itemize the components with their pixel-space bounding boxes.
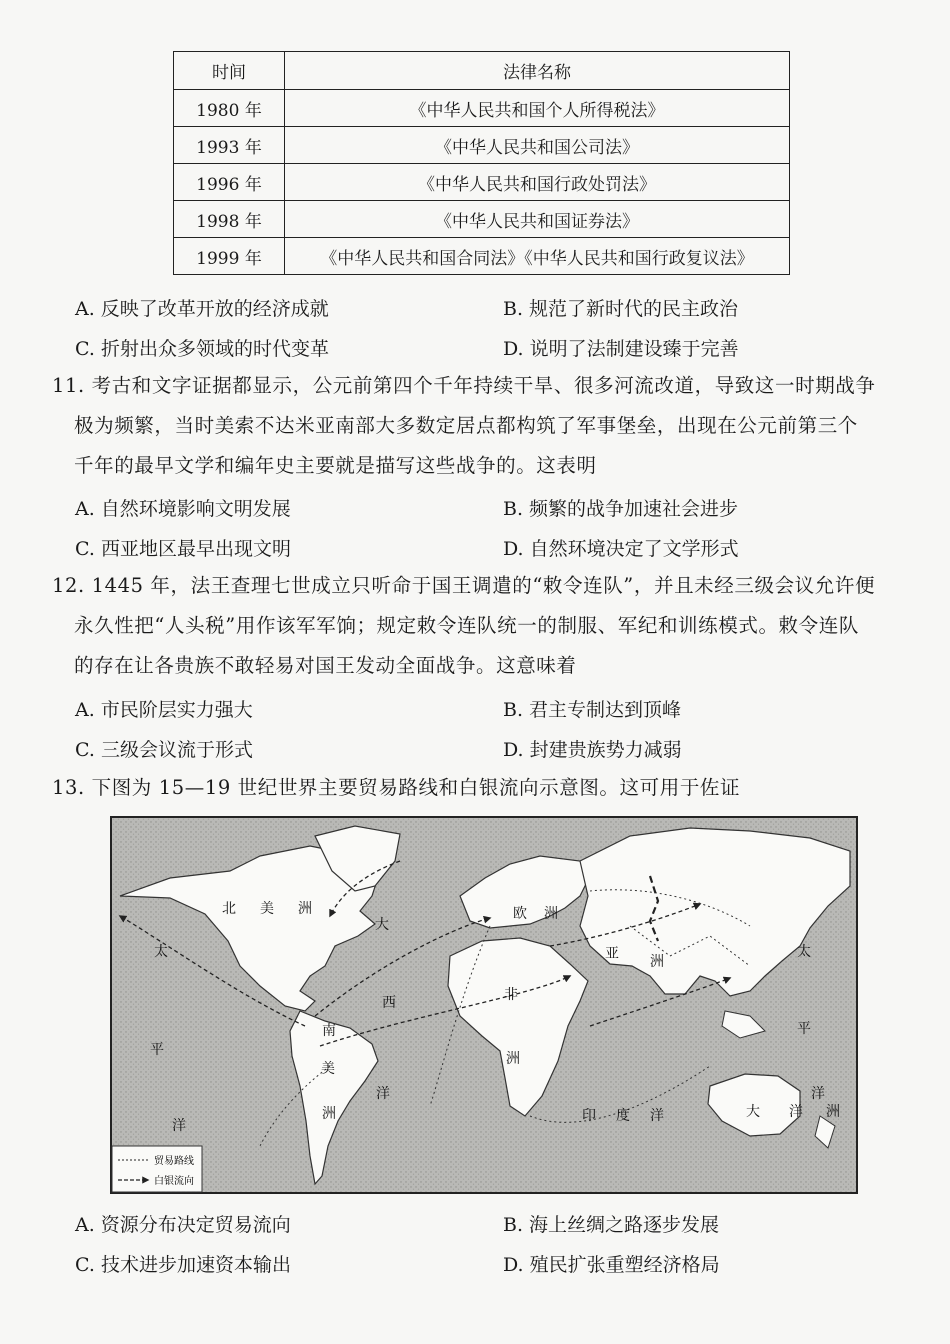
q12-option-a[interactable]: A. 市民阶层实力强大 <box>75 699 253 721</box>
map-legend <box>112 1146 202 1192</box>
map-svg <box>110 816 858 1194</box>
label-south-america-1: 南 <box>322 1023 336 1039</box>
label-pacific-left-2: 平 <box>150 1042 164 1058</box>
column-header-law: 法律名称 <box>285 52 790 90</box>
label-indian-ocean-1: 印 <box>582 1108 596 1124</box>
table-cell-law: 《中华人民共和国公司法》 <box>285 127 790 164</box>
q13-option-c[interactable]: C. 技术进步加速资本输出 <box>75 1254 291 1276</box>
label-atlantic-3: 洋 <box>376 1086 390 1102</box>
label-asia-2: 洲 <box>650 954 664 970</box>
label-indian-ocean-3: 洋 <box>650 1108 664 1124</box>
label-pacific-left-1: 太 <box>154 944 168 960</box>
table-header-row <box>174 52 790 90</box>
question-12-line-2: 永久性把“人头税”用作该军军饷；规定敕令连队统一的制服、军纪和训练模式。敕令连队 <box>74 614 859 637</box>
question-12 <box>52 566 902 686</box>
label-north-america-3: 洲 <box>298 901 312 917</box>
question-11-line-2: 极为频繁，当时美索不达米亚南部大多数定居点都构筑了军事堡垒，出现在公元前第三个 <box>74 414 858 437</box>
q11-option-d[interactable]: D. 自然环境决定了文学形式 <box>503 538 739 560</box>
legend-trade-label: 贸易路线 <box>154 1156 194 1167</box>
table-row <box>174 238 790 275</box>
q13-option-d[interactable]: D. 殖民扩张重塑经济格局 <box>503 1254 720 1276</box>
table-row <box>174 201 790 238</box>
table-cell-year: 1980 年 <box>174 90 285 127</box>
q13-option-b[interactable]: B. 海上丝绸之路逐步发展 <box>503 1214 720 1236</box>
q10-option-b[interactable]: B. 规范了新时代的民主政治 <box>503 298 739 320</box>
label-pacific-right-1: 太 <box>797 944 811 960</box>
table-cell-year: 1993 年 <box>174 127 285 164</box>
table-cell-law: 《中华人民共和国合同法》《中华人民共和国行政复议法》 <box>285 238 790 275</box>
label-oceania-3: 洲 <box>826 1104 840 1120</box>
label-europe-1: 欧 <box>513 906 527 922</box>
question-11 <box>52 366 902 486</box>
table-cell-law: 《中华人民共和国行政处罚法》 <box>285 164 790 201</box>
q12-option-d[interactable]: D. 封建贵族势力减弱 <box>503 739 682 761</box>
label-south-america-3: 洲 <box>322 1106 336 1122</box>
label-africa-2: 洲 <box>506 1051 520 1067</box>
question-12-line-1: 12. 1445 年，法王查理七世成立只听命于国王调遣的“敕令连队”，并且未经三级会议允许便 <box>52 574 876 597</box>
q11-option-b[interactable]: B. 频繁的战争加速社会进步 <box>503 498 739 520</box>
q12-option-b[interactable]: B. 君主专制达到顶峰 <box>503 699 682 721</box>
q10-option-a[interactable]: A. 反映了改革开放的经济成就 <box>75 298 329 320</box>
question-11-line-3: 千年的最早文学和编年史主要就是描写这些战争的。这表明 <box>74 454 597 477</box>
q11-option-a[interactable]: A. 自然环境影响文明发展 <box>75 498 291 520</box>
label-pacific-right-3: 洋 <box>811 1086 825 1102</box>
q10-option-c[interactable]: C. 折射出众多领域的时代变革 <box>75 338 329 360</box>
question-13 <box>52 768 902 808</box>
label-africa-1: 非 <box>504 987 518 1003</box>
table-cell-year: 1999 年 <box>174 238 285 275</box>
table-cell-law: 《中华人民共和国个人所得税法》 <box>285 90 790 127</box>
table-cell-year: 1996 年 <box>174 164 285 201</box>
table-row <box>174 127 790 164</box>
q11-option-c[interactable]: C. 西亚地区最早出现文明 <box>75 538 291 560</box>
q13-option-a[interactable]: A. 资源分布决定贸易流向 <box>75 1214 291 1236</box>
label-europe-2: 洲 <box>544 906 558 922</box>
label-atlantic-1: 大 <box>375 917 389 933</box>
label-atlantic-2: 西 <box>382 995 396 1011</box>
question-13-line-1: 13. 下图为 15—19 世纪世界主要贸易路线和白银流向示意图。这可用于佐证 <box>52 776 741 799</box>
world-trade-map <box>110 816 858 1194</box>
label-south-america-2: 美 <box>321 1061 335 1077</box>
question-12-line-3: 的存在让各贵族不敢轻易对国王发动全面战争。这意味着 <box>74 654 577 677</box>
label-oceania-2: 洋 <box>789 1104 803 1120</box>
table-row <box>174 164 790 201</box>
table-cell-law: 《中华人民共和国证券法》 <box>285 201 790 238</box>
q10-option-d[interactable]: D. 说明了法制建设臻于完善 <box>503 338 739 360</box>
law-table <box>173 51 790 275</box>
label-pacific-left-3: 洋 <box>172 1118 186 1134</box>
label-oceania-1: 大 <box>746 1104 760 1120</box>
table-row <box>174 90 790 127</box>
question-11-line-1: 11. 考古和文字证据都显示，公元前第四个千年持续干旱、很多河流改道，导致这一时期战争 <box>52 374 876 397</box>
label-asia-1: 亚 <box>605 946 619 962</box>
label-pacific-right-2: 平 <box>797 1021 811 1037</box>
label-indian-ocean-2: 度 <box>616 1108 630 1124</box>
table-cell-year: 1998 年 <box>174 201 285 238</box>
column-header-time: 时间 <box>174 52 285 90</box>
label-north-america-1: 北 <box>222 901 236 917</box>
q12-option-c[interactable]: C. 三级会议流于形式 <box>75 739 253 761</box>
label-north-america-2: 美 <box>260 901 274 917</box>
legend-silver-label: 白银流向 <box>154 1176 194 1187</box>
